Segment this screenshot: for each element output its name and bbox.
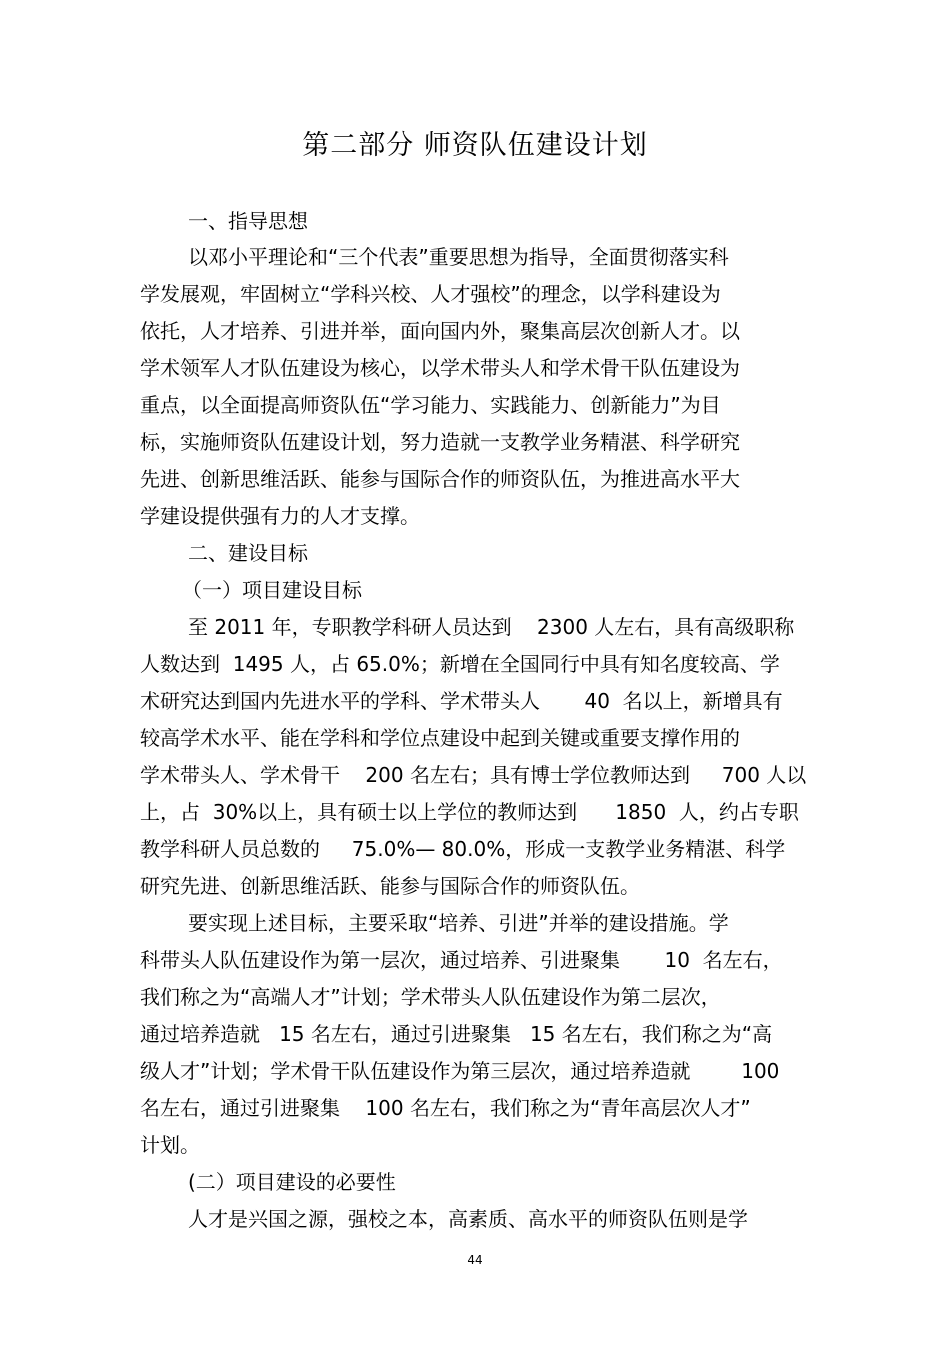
paragraph-line: 学发展观，牢固树立“学科兴校、人才强校”的理念，以学科建设为 <box>140 282 721 306</box>
paragraph-line: 先进、创新思维活跃、能参与国际合作的师资队伍，为推进高水平大 <box>140 467 740 491</box>
paragraph-line: 级人才”计划；学术骨干队伍建设作为第三层次，通过培养造就 100 <box>140 1059 780 1083</box>
paragraph-line: 较高学术水平、能在学科和学位点建设中起到关键或重要支撑作用的 <box>140 726 740 750</box>
paragraph-line: 术研究达到国内先进水平的学科、学术带头人 40 名以上，新增具有 <box>140 689 783 713</box>
paragraph-line: 学术领军人才队伍建设为核心，以学术带头人和学术骨干队伍建设为 <box>140 356 740 380</box>
paragraph-line: 学建设提供强有力的人才支撑。 <box>140 504 420 528</box>
paragraph-line: 要实现上述目标，主要采取“培养、引进”并举的建设措施。学 <box>188 911 729 935</box>
paragraph-line: 重点，以全面提高师资队伍“学习能力、实践能力、创新能力”为目 <box>140 393 721 417</box>
section-heading-guiding-ideology: 一、指导思想 <box>188 209 308 233</box>
section-heading-goals: 二、建设目标 <box>188 541 308 565</box>
paragraph-line: 计划。 <box>140 1133 200 1157</box>
paragraph-line: 通过培养造就 15 名左右，通过引进聚集 15 名左右，我们称之为“高 <box>140 1022 773 1046</box>
paragraph-line: 人数达到 1495 人，占 65.0%；新增在全国同行中具有知名度较高、学 <box>140 652 780 676</box>
page-number: 44 <box>467 1253 483 1267</box>
paragraph-line: 依托，人才培养、引进并举，面向国内外，聚集高层次创新人才。以 <box>140 319 740 343</box>
paragraph-line: 人才是兴国之源，强校之本，高素质、高水平的师资队伍则是学 <box>188 1207 748 1231</box>
paragraph-line: 上，占 30%以上，具有硕士以上学位的教师达到 1850 人，约占专职 <box>140 800 799 824</box>
paragraph-line: 以邓小平理论和“三个代表”重要思想为指导，全面贯彻落实科 <box>188 245 729 269</box>
paragraph-line: 研究先进、创新思维活跃、能参与国际合作的师资队伍。 <box>140 874 640 898</box>
subsection-heading-project-goals: （一）项目建设目标 <box>182 578 362 602</box>
paragraph-line: 我们称之为“高端人才”计划；学术带头人队伍建设作为第二层次， <box>140 985 721 1009</box>
paragraph-line: 名左右，通过引进聚集 100 名左右，我们称之为“青年高层次人才” <box>140 1096 751 1120</box>
paragraph-line: 学术带头人、学术骨干 200 名左右；具有博士学位教师达到 700 人以 <box>140 763 807 787</box>
paragraph-line: 科带头人队伍建设作为第一层次，通过培养、引进聚集 10 名左右， <box>140 948 783 972</box>
paragraph-line: 教学科研人员总数的 75.0%— 80.0%，形成一支教学业务精湛、科学 <box>140 837 786 861</box>
subsection-heading-necessity: (二）项目建设的必要性 <box>188 1170 396 1194</box>
page-title: 第二部分 师资队伍建设计划 <box>302 130 648 161</box>
paragraph-line: 至 2011 年，专职教学科研人员达到 2300 人左右，具有高级职称 <box>188 615 795 639</box>
paragraph-line: 标，实施师资队伍建设计划，努力造就一支教学业务精湛、科学研究 <box>140 430 740 454</box>
